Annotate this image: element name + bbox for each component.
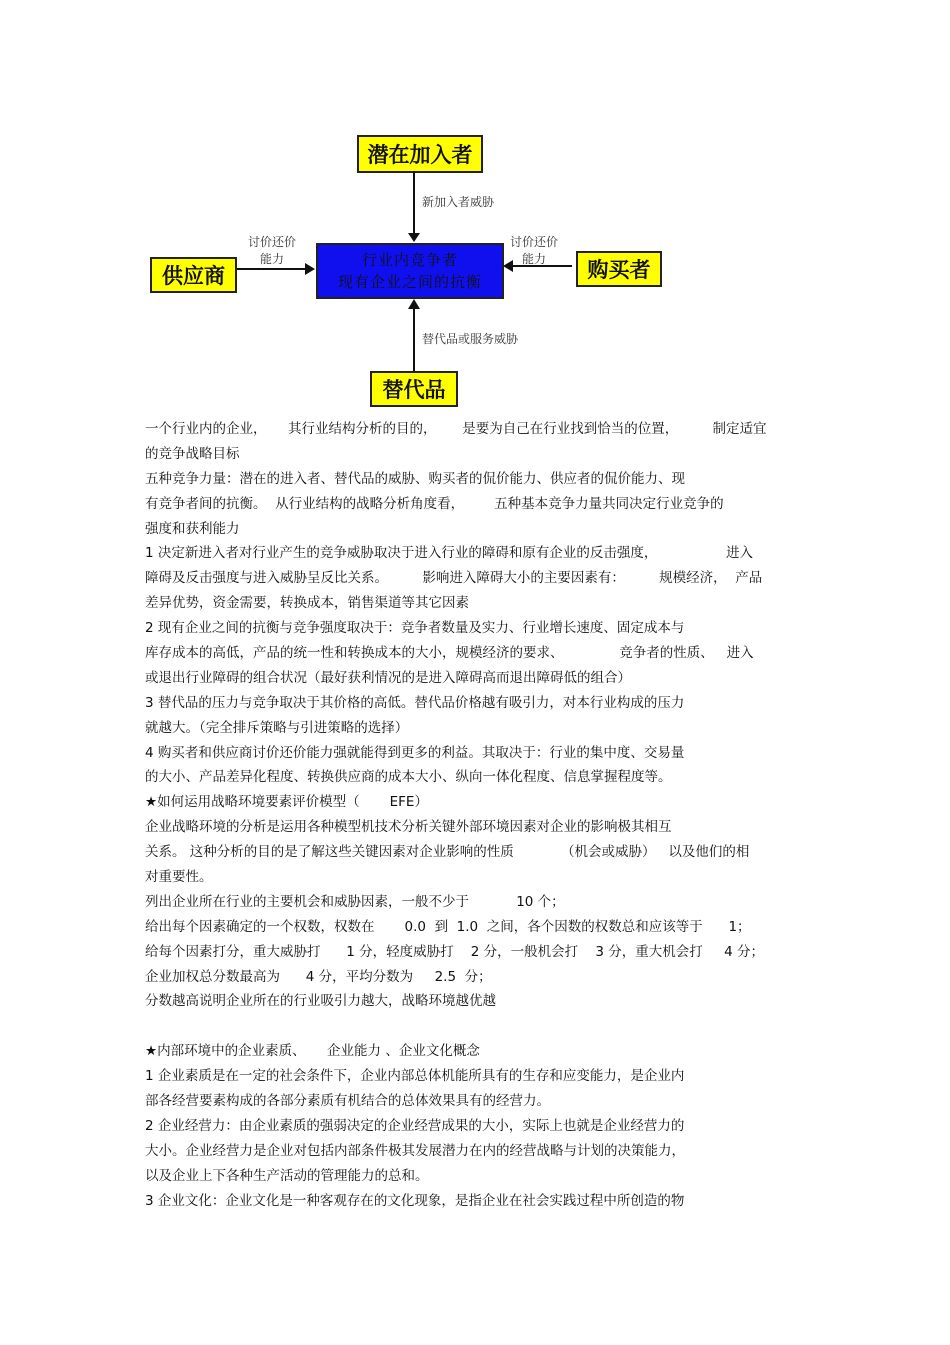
center-box-line1: 行业内竞争者 — [361, 251, 458, 269]
text-line: 企业战略环境的分析是运用各种模型机技术分析关键外部环境因素对企业的影响极其相互 — [145, 819, 672, 836]
substitutes-box: 替代品 — [370, 371, 458, 407]
left-arrow-label-line2: 能力 — [260, 252, 285, 266]
text-line: 1 企业素质是在一定的社会条件下，企业内部总体机能所具有的生存和应变能力，是企业内 — [145, 1068, 685, 1085]
text-line: 五种竞争力量：潜在的进入者、替代品的威胁、购买者的侃价能力、供应者的侃价能力、现 — [145, 470, 685, 487]
text-line: 大小。企业经营力是企业对包括内部条件极其发展潜力在内的经营战略与计划的决策能力， — [145, 1142, 685, 1159]
text-line: 一个行业内的企业， 其行业结构分析的目的， 是要为自己在行业找到恰当的位置， 制定适宜 — [145, 421, 767, 437]
buyer-box: 购买者 — [576, 251, 662, 287]
top-arrow-label: 新加入者威胁 — [422, 195, 495, 209]
text-line: 或退出行业障碍的组合状况（最好获利情况的是进入障碍高而退出障碍低的组合） — [145, 669, 631, 686]
text-line: 列出企业所在行业的主要机会和威胁因素，一般不少于 10 个； — [145, 893, 565, 910]
top-arrow-line — [413, 171, 415, 235]
text-line: 以及企业上下各种生产活动的管理能力的总和。 — [145, 1167, 429, 1184]
text-line: 1 决定新进入者对行业产生的竞争威胁取决于进入行业的障碍和原有企业的反击强度， 进入 — [145, 545, 754, 562]
text-line: 给每个因素打分，重大威胁打 1 分，轻度威胁打 2 分，一般机会打 3 分，重大机会打 4 分； — [145, 943, 765, 960]
text-line: 差异优势，资金需要，转换成本，销售渠道等其它因素 — [145, 595, 469, 612]
supplier-box: 供应商 — [150, 257, 237, 293]
text-line: 有竞争者间的抗衡。 从行业结构的战略分析角度看， 五种基本竞争力量共同决定行业竞争的 — [145, 495, 724, 512]
left-arrow-line — [237, 268, 307, 270]
text-line: 分数越高说明企业所在的行业吸引力越大，战略环境越优越 — [145, 993, 496, 1010]
text-line: 的竞争战略目标 — [145, 445, 240, 462]
left-arrow-label-line1: 讨价还价 — [248, 235, 297, 249]
right-arrow-label-line2: 能力 — [522, 252, 547, 266]
text-line: 强度和获利能力 — [145, 520, 240, 537]
text-line: 企业加权总分数最高为 4 分，平均分数为 2.5 分； — [145, 968, 492, 985]
left-arrow-label — [248, 234, 296, 268]
right-arrow-label — [510, 234, 558, 268]
center-box-line2: 现有企业之间的抗衡 — [337, 273, 482, 291]
text-line: 障碍及反击强度与进入威胁呈反比关系。 影响进入障碍大小的主要因素有： 规模经济， 产品 — [145, 570, 763, 587]
bottom-arrow-line — [413, 308, 415, 371]
text-line: 关系。 这种分析的目的是了解这些关键因素对企业影响的性质 （机会或威胁） 以及他们的相 — [145, 844, 750, 861]
text-line: 的大小、产品差异化程度、转换供应商的成本大小、纵向一体化程度、信息掌握程度等。 — [145, 769, 672, 786]
text-line: 库存成本的高低，产品的统一性和转换成本的大小，规模经济的要求、 竞争者的性质、 进入 — [145, 645, 754, 662]
top-arrow-head — [408, 233, 420, 242]
text-line: 3 企业文化：企业文化是一种客观存在的文化现象，是指企业在社会实践过程中所创造的物 — [145, 1192, 685, 1209]
document-body — [145, 417, 810, 1214]
right-arrow-label-line1: 讨价还价 — [510, 235, 559, 249]
left-arrow-head — [305, 263, 315, 275]
text-line: 2 企业经营力：由企业素质的强弱决定的企业经营成果的大小，实际上也就是企业经营力的 — [145, 1117, 685, 1134]
text-line: ★如何运用战略环境要素评价模型（ EFE） — [145, 794, 428, 811]
bottom-arrow-label: 替代品或服务威胁 — [422, 332, 519, 346]
text-line: 3 替代品的压力与竞争取决于其价格的高低。替代品价格越有吸引力，对本行业构成的压力 — [145, 694, 685, 711]
text-line: 部各经营要素构成的各部分素质有机结合的总体效果具有的经营力。 — [145, 1093, 550, 1110]
text-line: 2 现有企业之间的抗衡与竞争强度取决于：竞争者数量及实力、行业增长速度、固定成本与 — [145, 620, 685, 637]
potential-entrants-box: 潜在加入者 — [357, 135, 483, 173]
text-line: 4 购买者和供应商讨价还价能力强就能得到更多的利益。其取决于：行业的集中度、交易量 — [145, 744, 685, 761]
text-line: 对重要性。 — [145, 869, 213, 886]
blank-line — [145, 1014, 810, 1039]
text-line: 给出每个因素确定的一个权数，权数在 0.0 到 1.0 之间，各个因数的权数总和应该等于 1； — [145, 918, 751, 935]
industry-competitors-box — [316, 243, 504, 299]
bottom-arrow-head — [408, 299, 420, 309]
text-line: ★内部环境中的企业素质、 企业能力 、企业文化概念 — [145, 1043, 480, 1060]
text-line: 就越大。（完全排斥策略与引进策略的选择） — [145, 719, 409, 736]
